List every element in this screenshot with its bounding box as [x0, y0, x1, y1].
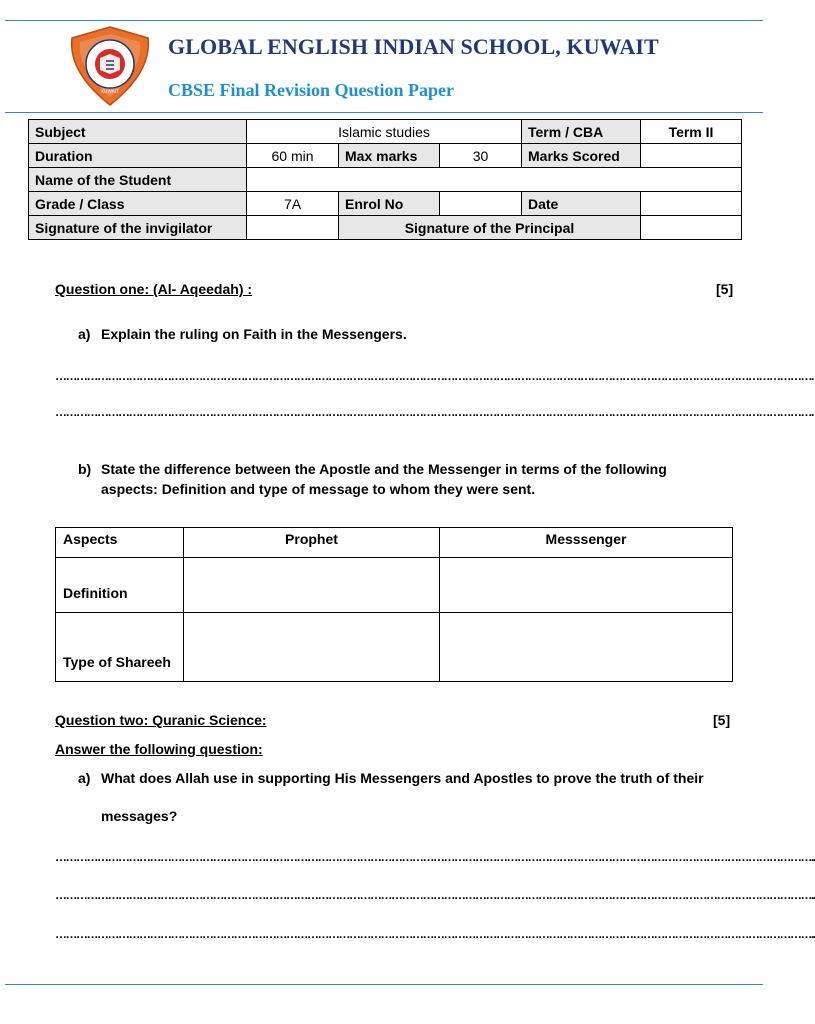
- grade-label: Grade / Class: [29, 192, 247, 216]
- info-row-subject: [29, 120, 742, 144]
- prophet-definition-cell[interactable]: [184, 558, 440, 613]
- q1-part-b-line1: State the difference between the Apostle and the Messenger in terms of the following: [101, 461, 667, 477]
- answer-line[interactable]: ……………………………………………………………………………………………………………………………………………………………………………………………….: [55, 369, 813, 383]
- q2-part-a-line1: What does Allah use in supporting His Messengers and Apostles to prove the truth of their: [101, 770, 704, 786]
- messenger-definition-cell[interactable]: [440, 558, 733, 613]
- q1-part-b-marker: b): [78, 461, 92, 477]
- marks-scored-label: Marks Scored: [522, 144, 641, 168]
- date-field[interactable]: [641, 192, 742, 216]
- school-logo: [66, 24, 154, 108]
- messenger-shareeh-cell[interactable]: [440, 613, 733, 682]
- definition-label: Definition: [56, 558, 184, 613]
- info-row-grade: [29, 192, 742, 216]
- paper-title: CBSE Final Revision Question Paper: [168, 80, 455, 100]
- info-table: [28, 119, 742, 240]
- student-name-label: Name of the Student: [29, 168, 247, 192]
- q1-part-b-line2: aspects: Definition and type of message to whom they were sent.: [101, 481, 536, 497]
- grade-value: 7A: [247, 192, 339, 216]
- question-one-title: Question one: (Al- Aqeedah) :: [55, 281, 253, 297]
- principal-signature-field[interactable]: [641, 216, 742, 240]
- term-label: Term / CBA: [522, 120, 641, 144]
- duration-value: 60 min: [247, 144, 339, 168]
- info-row-duration: [29, 144, 742, 168]
- prophet-shareeh-cell[interactable]: [184, 613, 440, 682]
- subject-label: Subject: [29, 120, 247, 144]
- aspects-table: [55, 527, 733, 682]
- principal-label: Signature of the Principal: [339, 216, 641, 240]
- marks-scored-field[interactable]: [641, 144, 742, 168]
- question-two-instruction: Answer the following question:: [55, 741, 263, 757]
- max-marks-value: 30: [440, 144, 522, 168]
- q2-part-a-marker: a): [78, 770, 91, 786]
- invigilator-signature-field[interactable]: [247, 216, 339, 240]
- term-value: Term II: [641, 120, 742, 144]
- q1-part-a-marker: a): [78, 326, 91, 342]
- q2-part-a-line2: messages?: [101, 808, 178, 824]
- question-one-marks: [5]: [716, 281, 734, 297]
- question-two-title: Question two: Quranic Science:: [55, 712, 267, 728]
- prophet-header: Prophet: [184, 528, 440, 558]
- answer-line[interactable]: ……………………………………………………………………………………………………………………………………………………………………………………………….: [55, 405, 813, 419]
- max-marks-label: Max marks: [339, 144, 440, 168]
- shareeh-label: Type of Shareeh: [56, 613, 184, 682]
- info-row-student: [29, 168, 742, 192]
- answer-line[interactable]: ………………………………………………………………………………………………………………………………………………………………………………………………..: [55, 850, 815, 864]
- shareeh-row: [56, 613, 733, 682]
- aspects-header-row: [56, 528, 733, 558]
- date-label: Date: [522, 192, 641, 216]
- student-name-field[interactable]: [247, 168, 742, 192]
- info-row-signatures: [29, 216, 742, 240]
- messenger-header: Messsenger: [440, 528, 733, 558]
- enrol-label: Enrol No: [339, 192, 440, 216]
- header-divider: [5, 112, 763, 113]
- duration-label: Duration: [29, 144, 247, 168]
- aspects-header: Aspects: [56, 528, 184, 558]
- svg-text:KUWAIT: KUWAIT: [101, 90, 119, 95]
- definition-row: [56, 558, 733, 613]
- q1-part-a-text: Explain the ruling on Faith in the Messengers.: [101, 326, 407, 342]
- question-two-marks: [5]: [713, 712, 731, 728]
- invigilator-label: Signature of the invigilator: [29, 216, 247, 240]
- school-name: GLOBAL ENGLISH INDIAN SCHOOL, KUWAIT: [168, 34, 659, 59]
- subject-value: Islamic studies: [247, 120, 522, 144]
- answer-line[interactable]: ………………………………………………………………………………………………………………………………………………………………………………………………..: [55, 888, 815, 902]
- top-divider: [5, 20, 763, 21]
- answer-line[interactable]: ………………………………………………………………………………………………………………………………………………………………………………………………..: [55, 927, 815, 941]
- footer-divider: [5, 984, 763, 985]
- enrol-field[interactable]: [440, 192, 522, 216]
